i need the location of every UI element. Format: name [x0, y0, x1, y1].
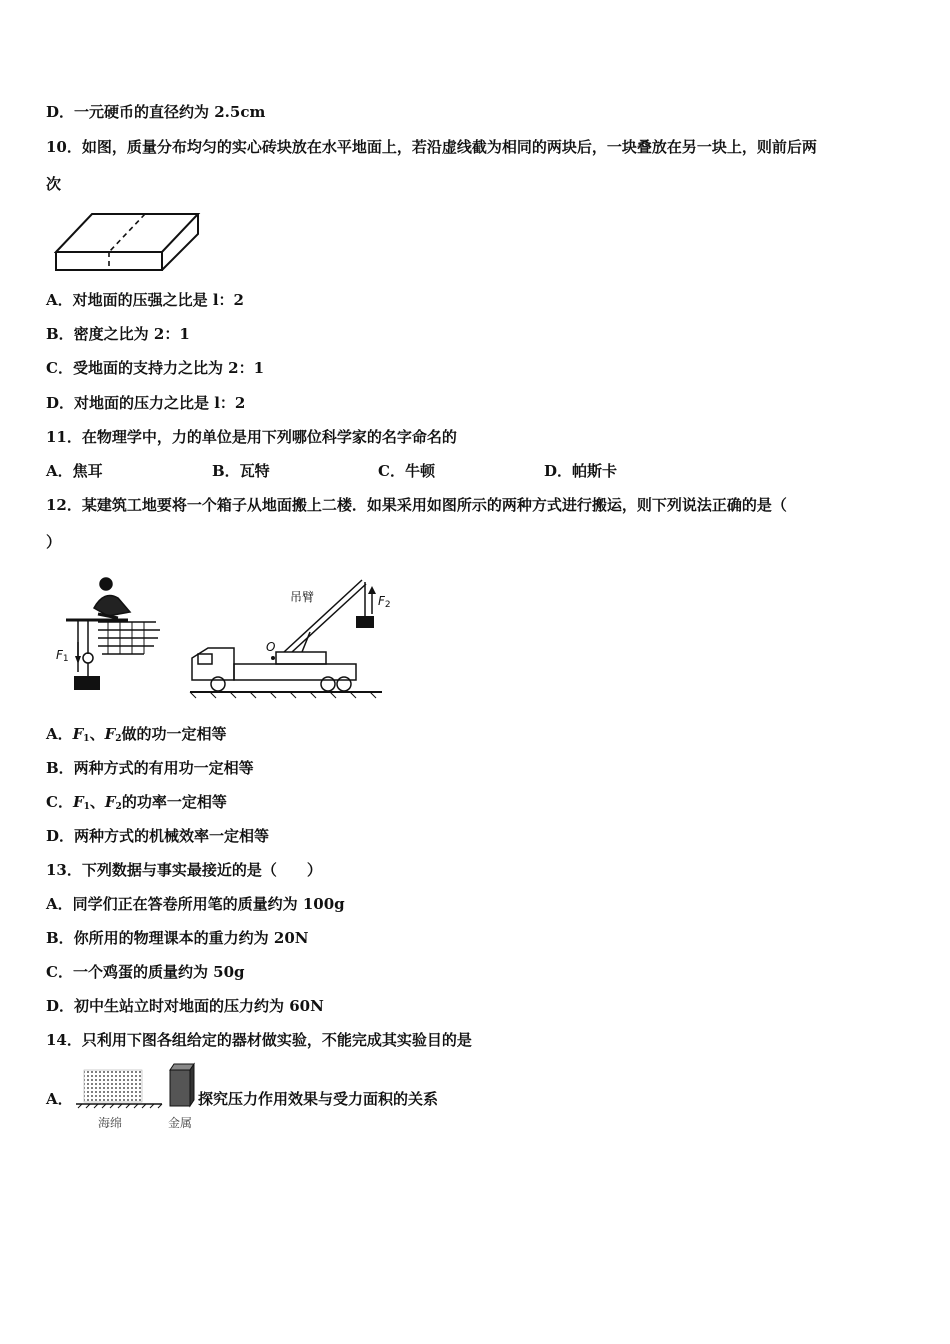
q10-option-c: C．受地面的支持力之比为 2：1	[46, 359, 265, 377]
crane-arm-label: 吊臂	[290, 590, 315, 604]
q12-stem-line2: ）	[46, 533, 62, 551]
q12-stem-line1: 12．某建筑工地要将一个箱子从地面搬上二楼．如果采用如图所示的两种方式进行搬运，则下列说法正确的是（	[46, 496, 787, 514]
lifting-figure	[48, 572, 391, 702]
q14-option-a-text: 探究压力作用效果与受力面积的关系	[198, 1090, 439, 1108]
q12-option-c-sep: 、	[89, 793, 105, 811]
q12-option-c-f2: F	[104, 793, 116, 811]
q11-option-c: C．牛顿	[378, 462, 435, 480]
q12-option-a	[46, 724, 227, 749]
q11-option-a: A．焦耳	[46, 462, 103, 480]
q12-option-c-f2-sub: 2	[115, 802, 122, 812]
q12-option-a-f2-sub: 2	[115, 734, 122, 744]
q12-option-a-f1: F	[72, 725, 84, 743]
q12-option-c-f1-sub: 1	[83, 802, 90, 812]
q10-stem-line2: 次	[46, 175, 62, 193]
q12-option-a-f1-sub: 1	[83, 734, 90, 744]
f1-label	[56, 648, 69, 664]
q10-option-b: B．密度之比为 2：1	[46, 325, 190, 343]
f2-label	[378, 594, 391, 610]
q10-stem-line1: 10．如图，质量分布均匀的实心砖块放在水平地面上，若沿虚线截为相同的两块后，一块叠放在另一块上，则前后两	[46, 138, 817, 156]
sponge-shape	[84, 1070, 142, 1102]
sponge-label: 海绵	[98, 1116, 123, 1130]
metal-label: 金属	[168, 1116, 193, 1130]
q12-option-a-prefix: A．	[46, 725, 73, 743]
q12-option-c-text: 的功率一定相等	[121, 793, 227, 811]
q9-option-d: D．一元硬币的直径约为 2.5cm	[46, 103, 266, 121]
q12-option-c-f1: F	[72, 793, 84, 811]
q11-stem: 11．在物理学中，力的单位是用下列哪位科学家的名字命名的	[46, 428, 457, 446]
sponge-metal-figure	[74, 1062, 198, 1132]
q12-option-a-text: 做的功一定相等	[121, 725, 227, 743]
q13-option-d: D．初中生站立时对地面的压力约为 60N	[46, 997, 324, 1015]
q14-option-a-prefix: A．	[46, 1090, 73, 1108]
q11-option-d: D．帕斯卡	[544, 462, 618, 480]
f1-label-letter: F	[56, 648, 63, 662]
q12-option-c	[46, 792, 227, 817]
q12-option-b: B．两种方式的有用功一定相等	[46, 759, 254, 777]
metal-block-shape	[170, 1070, 190, 1106]
pivot-o-label: O	[266, 640, 276, 654]
q13-option-b: B．你所用的物理课本的重力约为 20N	[46, 929, 309, 947]
q13-option-a: A．同学们正在答卷所用笔的质量约为 100g	[46, 895, 345, 913]
q12-option-d: D．两种方式的机械效率一定相等	[46, 827, 270, 845]
f2-label-letter: F	[378, 594, 385, 608]
q10-option-a: A．对地面的压强之比是 l：2	[46, 291, 244, 309]
q11-options-row	[46, 461, 617, 481]
q11-option-b: B．瓦特	[212, 462, 270, 480]
q10-option-d: D．对地面的压力之比是 l：2	[46, 394, 246, 412]
q14-stem: 14．只利用下图各组给定的器材做实验，不能完成其实验目的是	[46, 1031, 472, 1049]
q12-option-c-prefix: C．	[46, 793, 73, 811]
q12-option-a-sep: 、	[89, 725, 105, 743]
f2-label-sub: 2	[384, 600, 391, 610]
q13-option-c: C．一个鸡蛋的质量约为 50g	[46, 963, 245, 981]
brick-figure	[54, 206, 204, 274]
q13-stem: 13．下列数据与事实最接近的是（ ）	[46, 861, 322, 879]
f1-label-sub: 1	[62, 654, 69, 664]
q12-option-a-f2: F	[104, 725, 116, 743]
